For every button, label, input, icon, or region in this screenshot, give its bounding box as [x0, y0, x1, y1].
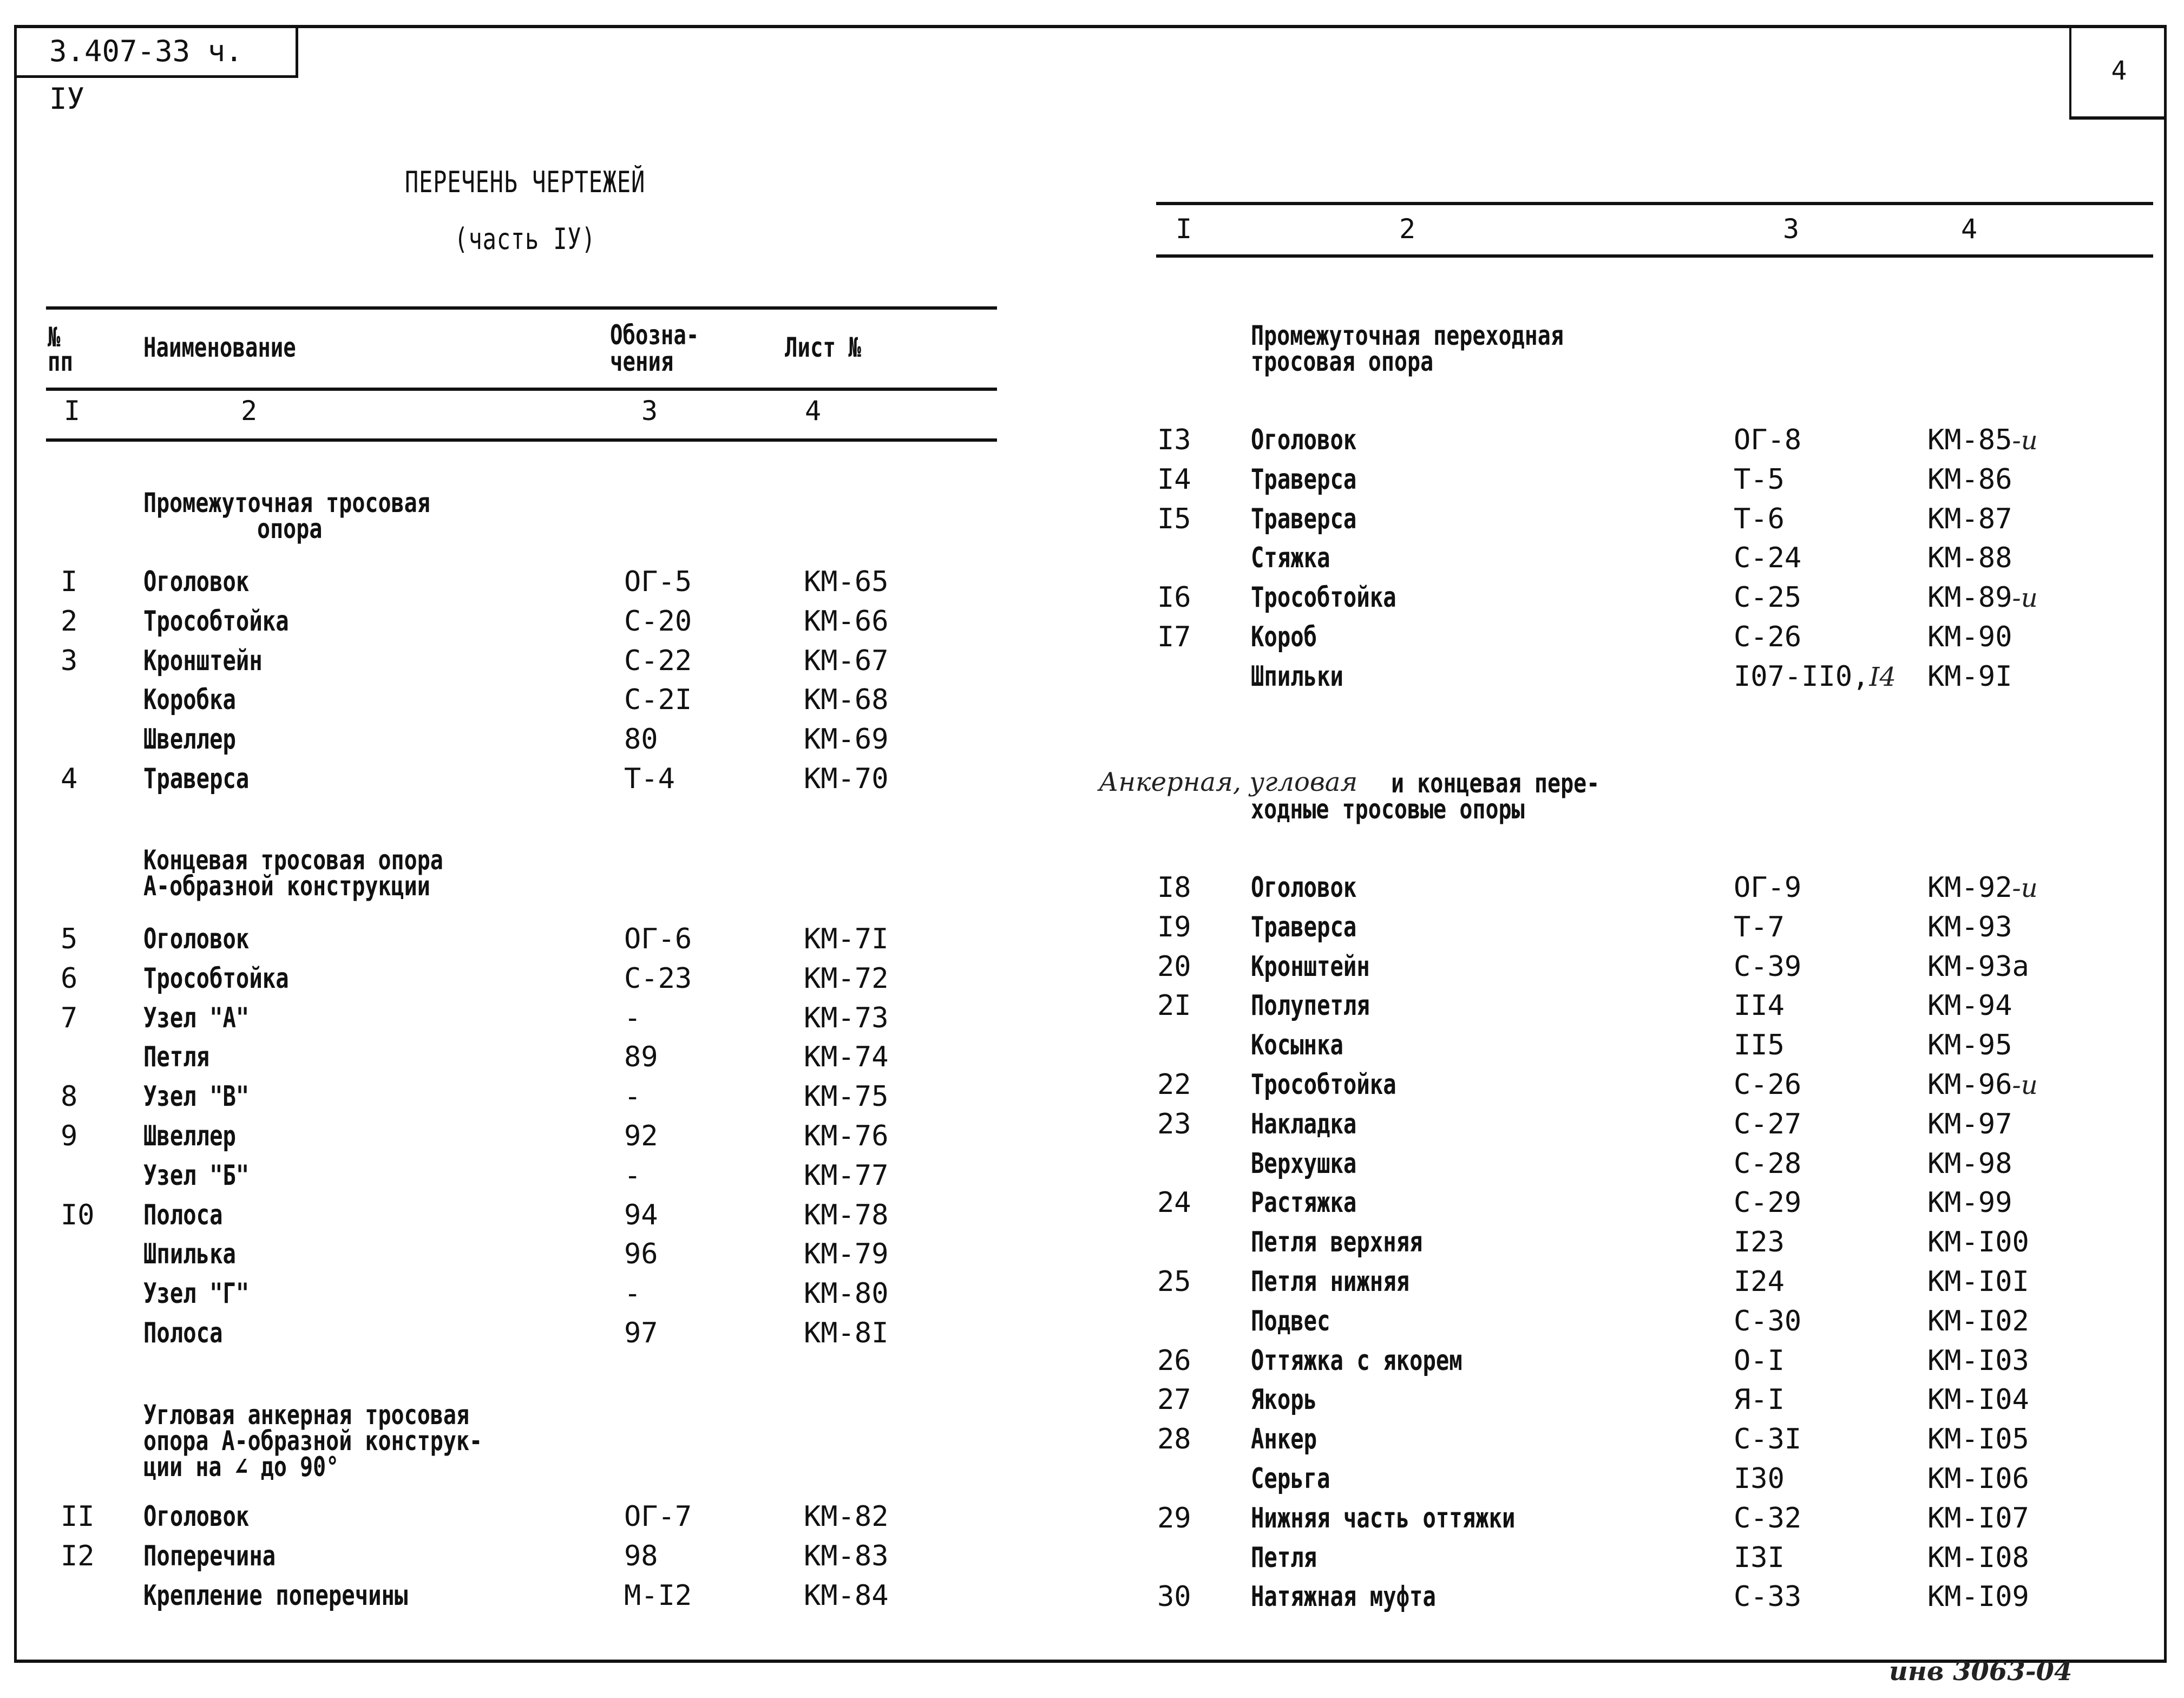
right-row-designation: I3I: [1734, 1541, 1785, 1574]
right-row-designation: I07-II0,I4: [1734, 660, 1896, 693]
right-row-name: Накладка: [1251, 1107, 1357, 1140]
right-table-top-rule: [1156, 202, 2153, 205]
left-row-sheet: КМ-68: [804, 684, 889, 717]
right-row-designation: О-I: [1734, 1344, 1785, 1377]
right-row-num: 20: [1157, 950, 1191, 983]
right-row-num: 2I: [1157, 989, 1191, 1022]
left-row-sheet: КМ-65: [804, 566, 889, 598]
right-row-designation: Т-7: [1734, 910, 1785, 943]
right-row-sheet: КМ-97: [1927, 1107, 2012, 1140]
left-section-2-title-line-1: опора А-образной конструк-: [143, 1425, 483, 1457]
right-row-name: Траверса: [1251, 910, 1357, 943]
left-row-num: 7: [61, 1001, 78, 1034]
right-row-num: 26: [1157, 1344, 1191, 1377]
left-header-sheet: Лист №: [785, 332, 861, 363]
left-colnum-2: 2: [241, 395, 258, 427]
right-row-name: Траверса: [1251, 502, 1357, 535]
left-row-sheet: КМ-82: [804, 1500, 889, 1533]
right-row-name: Траверса: [1251, 463, 1357, 496]
right-row-sheet-note: -и: [2012, 873, 2038, 903]
right-row-sheet: КМ-93: [1927, 910, 2012, 943]
right-colnum-2: 2: [1399, 213, 1416, 245]
right-row-sheet: КМ-I09: [1927, 1581, 2029, 1614]
page-title: ПЕРЕЧЕНЬ ЧЕРТЕЖЕЙ: [404, 165, 646, 199]
left-row-name: Узел "В": [143, 1080, 250, 1113]
left-section-0-title-line-0: Промежуточная тросовая: [143, 487, 430, 519]
right-row-designation: С-32: [1734, 1502, 1802, 1535]
left-section-0-title-line-1: опора: [257, 513, 323, 545]
right-row-sheet: КМ-96-и: [1927, 1068, 2038, 1101]
right-colnum-1: I: [1176, 213, 1192, 245]
left-row-sheet: КМ-67: [804, 644, 889, 677]
right-row-name: Подвес: [1251, 1304, 1330, 1338]
left-row-sheet: КМ-78: [804, 1198, 889, 1231]
right-row-num: 30: [1157, 1581, 1191, 1614]
document-code: 3.407-33 ч. IУ: [49, 34, 243, 116]
document-code-stamp: [14, 25, 298, 116]
right-row-designation: С-30: [1734, 1304, 1802, 1338]
right-section-1-title-line-1: ходные тросовые опоры: [1251, 794, 1525, 825]
right-row-sheet: КМ-I08: [1927, 1541, 2029, 1574]
left-row-name: Коробка: [143, 684, 236, 717]
left-row-designation: 98: [624, 1539, 658, 1572]
right-row-sheet: КМ-9I: [1927, 660, 2012, 693]
left-table-colnum-rule: [46, 438, 997, 442]
right-row-name: Нижняя часть оттяжки: [1251, 1502, 1516, 1535]
right-row-designation: ОГ-8: [1734, 424, 1802, 456]
left-row-sheet: КМ-8I: [804, 1317, 889, 1349]
left-row-designation: -: [624, 1001, 641, 1034]
right-row-sheet: КМ-I03: [1927, 1344, 2029, 1377]
right-row-designation: Т-6: [1734, 502, 1785, 535]
left-row-sheet: КМ-77: [804, 1159, 889, 1192]
right-row-designation: С-29: [1734, 1186, 1802, 1220]
left-colnum-3: 3: [641, 395, 658, 427]
left-row-designation: 97: [624, 1317, 658, 1349]
left-header-designation-2: чения: [610, 346, 674, 377]
right-row-num: 22: [1157, 1068, 1191, 1101]
right-row-num: I3: [1157, 424, 1191, 456]
left-row-name: Кронштейн: [143, 644, 263, 677]
right-row-designation: Т-5: [1734, 463, 1785, 496]
right-row-num: 27: [1157, 1384, 1191, 1417]
left-section-1-title-line-0: Концевая тросовая опора: [143, 844, 443, 876]
right-row-num: 23: [1157, 1107, 1191, 1140]
left-row-designation: 80: [624, 723, 658, 756]
page-subtitle: (часть IУ): [454, 222, 596, 256]
left-row-name: Оголовок: [143, 566, 250, 598]
right-row-sheet: КМ-98: [1927, 1147, 2012, 1180]
right-row-sheet: КМ-90: [1927, 621, 2012, 653]
right-row-name: Трособтойка: [1251, 581, 1396, 614]
left-header-name: Наименование: [143, 332, 296, 363]
right-row-designation-note: I4: [1869, 661, 1896, 692]
right-row-num: 29: [1157, 1502, 1191, 1535]
right-row-designation: I24: [1734, 1266, 1785, 1298]
left-section-1-title-line-1: А-образной конструкции: [143, 870, 430, 902]
right-row-sheet: КМ-99: [1927, 1186, 2012, 1220]
right-row-num: I8: [1157, 871, 1191, 904]
right-row-sheet-note: -и: [2012, 1070, 2038, 1100]
left-row-name: Петля: [143, 1041, 210, 1074]
left-row-sheet: КМ-73: [804, 1001, 889, 1034]
right-row-name: Якорь: [1251, 1384, 1317, 1417]
left-header-designation-1: Обозна-: [610, 319, 699, 351]
right-row-sheet: КМ-89-и: [1927, 581, 2038, 614]
right-row-name: Петля верхняя: [1251, 1226, 1423, 1259]
left-row-designation: С-20: [624, 605, 692, 638]
right-row-sheet: КМ-I07: [1927, 1502, 2029, 1535]
left-row-num: I: [61, 566, 78, 598]
right-row-num: I9: [1157, 910, 1191, 943]
right-row-designation: Я-I: [1734, 1384, 1785, 1417]
left-row-designation: 89: [624, 1041, 658, 1074]
right-row-name: Косынка: [1251, 1029, 1343, 1062]
right-row-num: I7: [1157, 621, 1191, 653]
left-row-num: 5: [61, 923, 78, 955]
right-row-designation: С-3I: [1734, 1423, 1802, 1456]
left-section-2-title-line-0: Угловая анкерная тросовая: [143, 1399, 470, 1431]
right-row-name: Шпильки: [1251, 660, 1343, 693]
right-row-name: Кронштейн: [1251, 950, 1370, 983]
right-row-designation: II5: [1734, 1029, 1785, 1062]
right-row-name: Трособтойка: [1251, 1068, 1396, 1101]
right-colnum-3: 3: [1783, 213, 1800, 245]
right-row-designation: С-28: [1734, 1147, 1802, 1180]
right-row-num: 25: [1157, 1266, 1191, 1298]
left-row-num: I0: [61, 1198, 95, 1231]
left-row-sheet: КМ-80: [804, 1277, 889, 1310]
left-row-sheet: КМ-76: [804, 1120, 889, 1152]
left-colnum-1: I: [64, 395, 81, 427]
left-row-name: Трособтойка: [143, 605, 289, 638]
right-section-1-title-line-0: и концевая пере-: [1391, 768, 1600, 799]
right-row-sheet: КМ-I02: [1927, 1304, 2029, 1338]
right-row-designation: С-24: [1734, 542, 1802, 575]
left-row-designation: С-23: [624, 962, 692, 995]
left-row-designation: С-2I: [624, 684, 692, 717]
right-row-designation: II4: [1734, 989, 1785, 1022]
right-row-name: Полупетля: [1251, 989, 1370, 1022]
right-row-sheet: КМ-92-и: [1927, 871, 2038, 904]
left-row-num: 9: [61, 1120, 78, 1152]
right-row-name: Растяжка: [1251, 1186, 1357, 1220]
left-table-top-rule: [46, 306, 997, 310]
left-colnum-4: 4: [805, 395, 822, 427]
right-row-name: Серьга: [1251, 1463, 1330, 1495]
left-row-name: Шпилька: [143, 1238, 236, 1271]
right-row-designation: С-26: [1734, 1068, 1802, 1101]
right-row-name: Оттяжка с якорем: [1251, 1344, 1462, 1377]
right-row-sheet: КМ-I05: [1927, 1423, 2029, 1456]
left-row-designation: 92: [624, 1120, 658, 1152]
right-row-name: Оголовок: [1251, 424, 1357, 456]
right-row-sheet-note: -и: [2012, 583, 2038, 614]
left-row-name: Полоса: [143, 1198, 223, 1231]
right-row-sheet: КМ-93а: [1927, 950, 2029, 983]
right-row-sheet: КМ-I04: [1927, 1384, 2029, 1417]
left-row-designation: 94: [624, 1198, 658, 1231]
left-row-sheet: КМ-83: [804, 1539, 889, 1572]
right-table-header-rule: [1156, 254, 2153, 258]
right-row-designation: ОГ-9: [1734, 871, 1802, 904]
right-section-1-handwritten-title: Анкерная, угловая: [1099, 767, 1358, 797]
left-row-name: Поперечина: [143, 1539, 276, 1572]
right-row-designation: С-25: [1734, 581, 1802, 614]
left-row-designation: -: [624, 1277, 641, 1310]
left-row-designation: -: [624, 1080, 641, 1113]
left-table-header-rule: [46, 388, 997, 391]
left-row-name: Крепление поперечины: [143, 1579, 408, 1612]
left-row-sheet: КМ-75: [804, 1080, 889, 1113]
right-row-name: Натяжная муфта: [1251, 1581, 1436, 1614]
right-row-num: I6: [1157, 581, 1191, 614]
right-row-sheet: КМ-88: [1927, 542, 2012, 575]
left-row-name: Трособтойка: [143, 962, 289, 995]
page-number-box: [2069, 25, 2167, 120]
left-row-sheet: КМ-66: [804, 605, 889, 638]
left-row-designation: 96: [624, 1238, 658, 1271]
right-row-designation: С-26: [1734, 621, 1802, 653]
left-row-num: II: [61, 1500, 95, 1533]
left-row-name: Узел "А": [143, 1001, 250, 1034]
right-section-0-title-line-1: тросовая опора: [1251, 346, 1434, 377]
right-row-name: Петля: [1251, 1541, 1317, 1574]
page-number: 4: [2111, 56, 2127, 86]
left-row-designation: -: [624, 1159, 641, 1192]
right-row-sheet: КМ-85-и: [1927, 424, 2038, 456]
left-row-designation: ОГ-6: [624, 923, 692, 955]
right-row-sheet: КМ-95: [1927, 1029, 2012, 1062]
right-row-name: Анкер: [1251, 1423, 1317, 1456]
left-header-num-2: пп: [48, 346, 73, 377]
left-row-designation: ОГ-5: [624, 566, 692, 598]
left-row-num: I2: [61, 1539, 95, 1572]
right-row-name: Оголовок: [1251, 871, 1357, 904]
left-row-name: Оголовок: [143, 923, 250, 955]
left-row-designation: ОГ-7: [624, 1500, 692, 1533]
left-row-name: Узел "Б": [143, 1159, 250, 1192]
left-row-sheet: КМ-69: [804, 723, 889, 756]
left-row-sheet: КМ-74: [804, 1041, 889, 1074]
right-row-sheet-note: -и: [2012, 425, 2038, 456]
left-row-num: 2: [61, 605, 78, 638]
right-row-name: Короб: [1251, 621, 1317, 653]
left-row-num: 4: [61, 763, 78, 795]
inventory-number: инв 3063-04: [1889, 1656, 2072, 1687]
right-section-0-title-line-0: Промежуточная переходная: [1251, 320, 1564, 351]
left-row-sheet: КМ-72: [804, 962, 889, 995]
right-row-sheet: КМ-94: [1927, 989, 2012, 1022]
left-section-2-title-line-2: ции на ∠ до 90°: [143, 1451, 339, 1483]
left-row-name: Узел "Г": [143, 1277, 250, 1310]
right-row-designation: С-39: [1734, 950, 1802, 983]
left-header-num-1: №: [48, 322, 61, 353]
right-row-sheet: КМ-I06: [1927, 1463, 2029, 1495]
right-row-num: I5: [1157, 502, 1191, 535]
left-row-name: Швеллер: [143, 723, 236, 756]
right-colnum-4: 4: [1961, 213, 1978, 245]
right-row-designation: I30: [1734, 1463, 1785, 1495]
right-row-designation: С-27: [1734, 1107, 1802, 1140]
left-row-sheet: КМ-7I: [804, 923, 889, 955]
right-row-sheet: КМ-86: [1927, 463, 2012, 496]
right-row-designation: С-33: [1734, 1581, 1802, 1614]
left-row-designation: М-I2: [624, 1579, 692, 1612]
left-row-num: 6: [61, 962, 78, 995]
right-row-name: Стяжка: [1251, 542, 1330, 575]
left-row-name: Полоса: [143, 1317, 223, 1349]
right-row-num: I4: [1157, 463, 1191, 496]
right-row-name: Петля нижняя: [1251, 1266, 1410, 1298]
left-row-name: Траверса: [143, 763, 250, 795]
right-row-num: 24: [1157, 1186, 1191, 1220]
right-row-name: Верхушка: [1251, 1147, 1357, 1180]
right-row-designation: I23: [1734, 1226, 1785, 1259]
right-row-sheet: КМ-I00: [1927, 1226, 2029, 1259]
left-row-sheet: КМ-84: [804, 1579, 889, 1612]
left-row-designation: С-22: [624, 644, 692, 677]
right-row-num: 28: [1157, 1423, 1191, 1456]
right-row-sheet: КМ-87: [1927, 502, 2012, 535]
left-row-sheet: КМ-79: [804, 1238, 889, 1271]
left-row-name: Оголовок: [143, 1500, 250, 1533]
left-row-name: Швеллер: [143, 1120, 236, 1152]
left-row-designation: Т-4: [624, 763, 675, 795]
left-row-sheet: КМ-70: [804, 763, 889, 795]
left-row-num: 8: [61, 1080, 78, 1113]
right-row-sheet: КМ-I0I: [1927, 1266, 2029, 1298]
left-row-num: 3: [61, 644, 78, 677]
